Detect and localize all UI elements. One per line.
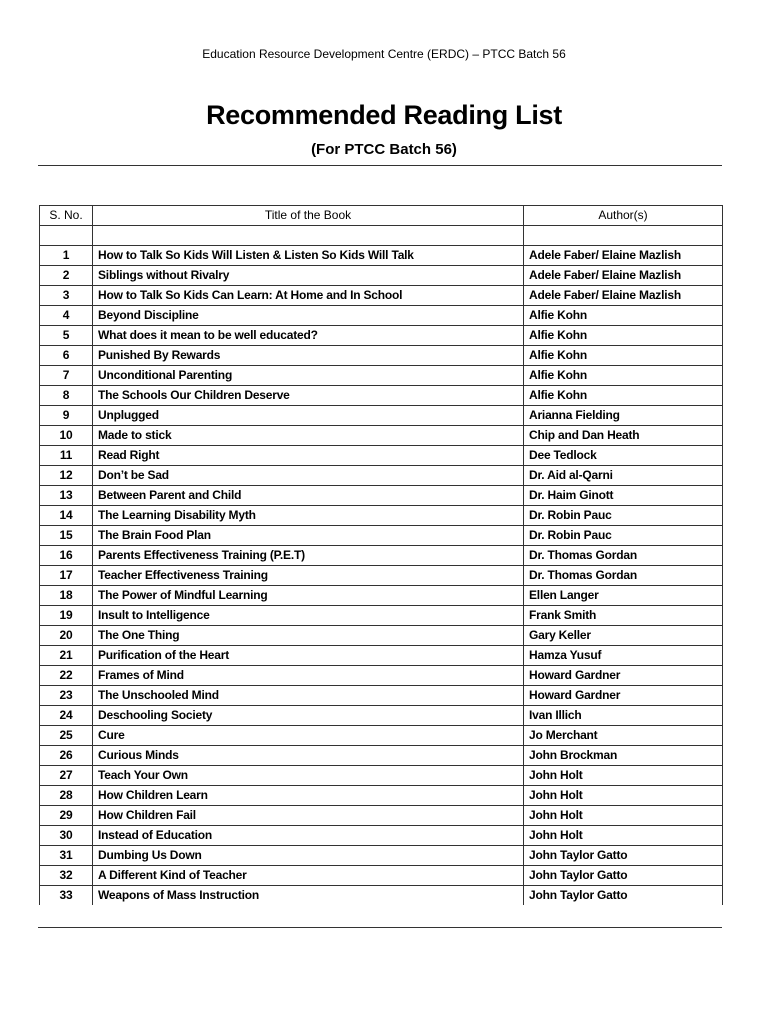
cell-author: Chip and Dan Heath	[523, 426, 723, 445]
cell-title: How to Talk So Kids Can Learn: At Home and In School	[92, 286, 523, 305]
table-row	[39, 725, 723, 745]
cell-author: Dr. Robin Pauc	[523, 526, 723, 545]
table-row	[39, 685, 723, 705]
table-row	[39, 765, 723, 785]
cell-author: Howard Gardner	[523, 666, 723, 685]
cell-title: Unplugged	[92, 406, 523, 425]
cell-sno: 12	[39, 466, 92, 485]
cell-title: A Different Kind of Teacher	[92, 866, 523, 885]
cell-author: Dr. Thomas Gordan	[523, 546, 723, 565]
cell-sno: 26	[39, 746, 92, 765]
cell-sno: 7	[39, 366, 92, 385]
table-body	[39, 245, 723, 905]
cell-title: Cure	[92, 726, 523, 745]
cell-title: Deschooling Society	[92, 706, 523, 725]
cell-author: Gary Keller	[523, 626, 723, 645]
cell-sno: 15	[39, 526, 92, 545]
cell-sno: 6	[39, 346, 92, 365]
table-row	[39, 605, 723, 625]
cell-author: John Taylor Gatto	[523, 866, 723, 885]
cell-title: Don’t be Sad	[92, 466, 523, 485]
cell-title: How Children Learn	[92, 786, 523, 805]
cell-author: Dr. Robin Pauc	[523, 506, 723, 525]
cell-title: Instead of Education	[92, 826, 523, 845]
table-row	[39, 505, 723, 525]
empty-cell	[92, 226, 523, 245]
cell-author: Alfie Kohn	[523, 366, 723, 385]
cell-sno: 33	[39, 886, 92, 905]
cell-author: John Brockman	[523, 746, 723, 765]
cell-author: Alfie Kohn	[523, 346, 723, 365]
cell-author: Howard Gardner	[523, 686, 723, 705]
table-row	[39, 525, 723, 545]
cell-title: Teach Your Own	[92, 766, 523, 785]
cell-sno: 30	[39, 826, 92, 845]
cell-title: Beyond Discipline	[92, 306, 523, 325]
cell-author: Dee Tedlock	[523, 446, 723, 465]
cell-author: Hamza Yusuf	[523, 646, 723, 665]
empty-cell	[523, 226, 723, 245]
cell-sno: 3	[39, 286, 92, 305]
cell-author: Dr. Thomas Gordan	[523, 566, 723, 585]
empty-cell	[39, 226, 92, 245]
cell-sno: 23	[39, 686, 92, 705]
cell-author: Dr. Haim Ginott	[523, 486, 723, 505]
table-row	[39, 745, 723, 765]
table-row	[39, 705, 723, 725]
cell-title: The Brain Food Plan	[92, 526, 523, 545]
cell-title: The Learning Disability Myth	[92, 506, 523, 525]
cell-sno: 4	[39, 306, 92, 325]
cell-title: Between Parent and Child	[92, 486, 523, 505]
table-row	[39, 805, 723, 825]
table-header-row	[39, 205, 723, 225]
cell-sno: 13	[39, 486, 92, 505]
cell-sno: 21	[39, 646, 92, 665]
cell-sno: 25	[39, 726, 92, 745]
cell-sno: 29	[39, 806, 92, 825]
cell-title: Purification of the Heart	[92, 646, 523, 665]
cell-title: Read Right	[92, 446, 523, 465]
cell-author: John Holt	[523, 766, 723, 785]
cell-sno: 14	[39, 506, 92, 525]
table-row	[39, 345, 723, 365]
cell-author: John Taylor Gatto	[523, 886, 723, 905]
cell-sno: 24	[39, 706, 92, 725]
header-cell-author: Author(s)	[523, 206, 723, 225]
cell-title: Unconditional Parenting	[92, 366, 523, 385]
cell-sno: 22	[39, 666, 92, 685]
table-row	[39, 865, 723, 885]
reading-list-table	[39, 205, 723, 905]
cell-author: Alfie Kohn	[523, 306, 723, 325]
table-row	[39, 665, 723, 685]
cell-author: Frank Smith	[523, 606, 723, 625]
cell-author: Jo Merchant	[523, 726, 723, 745]
table-row	[39, 305, 723, 325]
cell-sno: 8	[39, 386, 92, 405]
cell-sno: 17	[39, 566, 92, 585]
cell-title: Curious Minds	[92, 746, 523, 765]
cell-title: The One Thing	[92, 626, 523, 645]
cell-author: Arianna Fielding	[523, 406, 723, 425]
table-row	[39, 785, 723, 805]
header-cell-sno: S. No.	[39, 206, 92, 225]
cell-author: Dr. Aid al-Qarni	[523, 466, 723, 485]
cell-title: How Children Fail	[92, 806, 523, 825]
table-row	[39, 385, 723, 405]
cell-sno: 27	[39, 766, 92, 785]
table-row	[39, 285, 723, 305]
cell-title: The Unschooled Mind	[92, 686, 523, 705]
cell-sno: 10	[39, 426, 92, 445]
cell-author: John Holt	[523, 786, 723, 805]
document-subtitle: (For PTCC Batch 56)	[311, 141, 457, 158]
table-row	[39, 265, 723, 285]
table-row	[39, 445, 723, 465]
cell-author: Adele Faber/ Elaine Mazlish	[523, 286, 723, 305]
cell-title: What does it mean to be well educated?	[92, 326, 523, 345]
cell-title: Teacher Effectiveness Training	[92, 566, 523, 585]
cell-sno: 5	[39, 326, 92, 345]
cell-title: Dumbing Us Down	[92, 846, 523, 865]
cell-author: Alfie Kohn	[523, 386, 723, 405]
cell-title: Parents Effectiveness Training (P.E.T)	[92, 546, 523, 565]
table-row	[39, 545, 723, 565]
table-row	[39, 425, 723, 445]
cell-sno: 2	[39, 266, 92, 285]
cell-sno: 31	[39, 846, 92, 865]
cell-author: Adele Faber/ Elaine Mazlish	[523, 246, 723, 265]
cell-author: Adele Faber/ Elaine Mazlish	[523, 266, 723, 285]
cell-sno: 20	[39, 626, 92, 645]
cell-sno: 16	[39, 546, 92, 565]
table-row	[39, 645, 723, 665]
table-row	[39, 845, 723, 865]
cell-title: Siblings without Rivalry	[92, 266, 523, 285]
cell-sno: 19	[39, 606, 92, 625]
table-row	[39, 325, 723, 345]
cell-author: John Holt	[523, 806, 723, 825]
cell-sno: 9	[39, 406, 92, 425]
cell-author: Ivan Illich	[523, 706, 723, 725]
table-row	[39, 465, 723, 485]
table-row	[39, 625, 723, 645]
cell-title: Punished By Rewards	[92, 346, 523, 365]
cell-title: Frames of Mind	[92, 666, 523, 685]
table-row	[39, 825, 723, 845]
cell-sno: 28	[39, 786, 92, 805]
table-row	[39, 585, 723, 605]
table-row	[39, 565, 723, 585]
cell-sno: 1	[39, 246, 92, 265]
cell-title: Weapons of Mass Instruction	[92, 886, 523, 905]
document-title: Recommended Reading List	[206, 100, 562, 130]
cell-sno: 18	[39, 586, 92, 605]
title-divider	[38, 165, 722, 166]
cell-title: Made to stick	[92, 426, 523, 445]
org-header: Education Resource Development Centre (ERDC) – PTCC Batch 56	[202, 47, 566, 61]
cell-sno: 11	[39, 446, 92, 465]
cell-sno: 32	[39, 866, 92, 885]
table-row	[39, 885, 723, 905]
cell-title: The Power of Mindful Learning	[92, 586, 523, 605]
table-row	[39, 405, 723, 425]
cell-author: John Taylor Gatto	[523, 846, 723, 865]
header-cell-title: Title of the Book	[92, 206, 523, 225]
cell-title: Insult to Intelligence	[92, 606, 523, 625]
cell-author: John Holt	[523, 826, 723, 845]
cell-author: Alfie Kohn	[523, 326, 723, 345]
bottom-divider	[38, 927, 722, 928]
cell-author: Ellen Langer	[523, 586, 723, 605]
table-row	[39, 245, 723, 265]
cell-title: The Schools Our Children Deserve	[92, 386, 523, 405]
table-empty-row	[39, 225, 723, 245]
table-row	[39, 485, 723, 505]
table-row	[39, 365, 723, 385]
cell-title: How to Talk So Kids Will Listen & Listen So Kids Will Talk	[92, 246, 523, 265]
